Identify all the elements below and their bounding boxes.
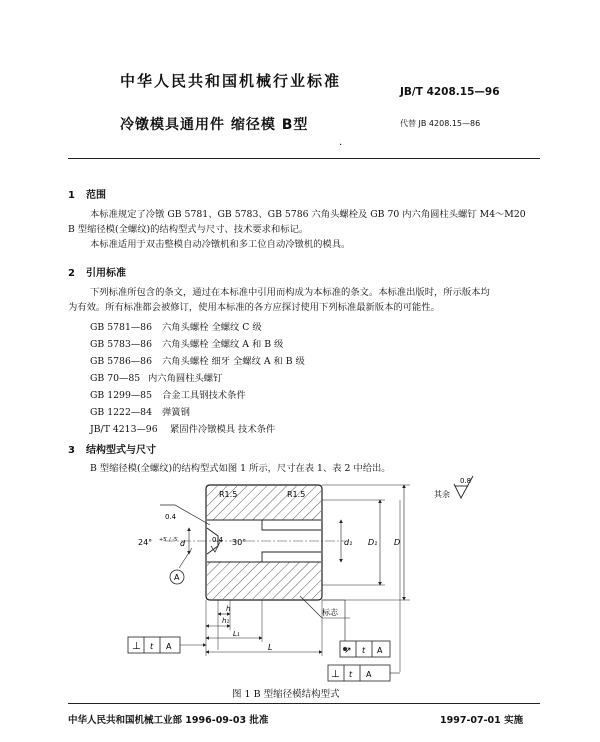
section-1-para-1-line-2: B 型缩径模(全螺纹)的结构型式与尺寸、技术要求和标记。 (68, 224, 309, 235)
section-1-para-1-line-1: 本标准规定了冷镦 GB 5781、GB 5783、GB 5786 六角头螺栓及 GB 70 内六角圆柱头螺钉 M4～M20 (90, 209, 526, 220)
section-1-number: 1 (68, 190, 75, 201)
svg-text:t: t (150, 642, 154, 651)
reference-item: GB 70—85 内六角圆柱头螺钉 (90, 373, 223, 384)
mark-label: 标志 (322, 608, 338, 617)
replaces-note: 代替 JB 4208.15—86 (400, 119, 481, 128)
hatch-bottom (207, 562, 321, 599)
reference-item: GB 5783—86 六角头螺栓 全螺纹 A 和 B 级 (90, 339, 284, 350)
datum-a-label: A (174, 573, 180, 582)
dim-D-label: D (394, 538, 401, 547)
roughness-value: 0.8 (460, 477, 472, 485)
dim-h1-label: h₁ (222, 617, 230, 625)
section-3-para: B 型缩径模(全螺纹)的结构型式如图 1 所示，尺寸在表 1、表 2 中给出。 (90, 463, 391, 474)
svg-text:A: A (377, 646, 383, 655)
section-2-para-line-2: 为有效。所有标准都会被修订，使用本标准的各方应探讨使用下列标准最新版本的可能性。 (68, 302, 440, 313)
header-divider (68, 158, 540, 159)
radius-left-label: R1.5 (219, 490, 238, 499)
svg-text:t: t (362, 646, 366, 655)
dim-D1-label: D₁ (368, 538, 378, 547)
reference-item: GB 5781—86 六角头螺栓 全螺纹 C 级 (90, 322, 262, 333)
reference-item: JB/T 4213—96 紧固件冷镦模具 技术条件 (90, 424, 276, 435)
section-3-heading (68, 441, 156, 456)
angle-24-tolerance: +5′ / -5′ (159, 537, 179, 543)
dim-L1-label: L₁ (233, 630, 240, 638)
section-1-para-2: 本标准适用于双击整模自动冷镦机和多工位自动冷镦机的模具。 (90, 239, 351, 250)
reference-item: GB 1299—85 合金工具钢技术条件 (90, 390, 246, 401)
svg-text:↗: ↗ (344, 646, 352, 656)
reference-item: GB 1222—84 弹簧钢 (90, 407, 190, 418)
footer-issuer: 中华人民共和国机械工业部 1996-09-03 批准 (68, 715, 269, 726)
footer-implement-date: 1997-07-01 实施 (440, 715, 524, 726)
section-1-heading (68, 186, 106, 201)
section-3-title: 结构型式与尺寸 (86, 445, 156, 456)
dim-d-label: d (180, 539, 186, 548)
svg-text:⊥: ⊥ (331, 669, 340, 680)
datum-leader (179, 548, 192, 568)
document-title: 冷镦模具通用件 缩径模 B型 (120, 117, 309, 133)
dim-d1-label: d₁ (344, 538, 353, 547)
header-mark: · (339, 140, 343, 151)
figure-caption: 图 1 B 型缩径模结构型式 (232, 689, 340, 700)
roughness-small-label: 0.4 (212, 536, 224, 544)
angle-top-label: 0.4 (165, 513, 177, 521)
svg-text:A: A (166, 642, 172, 651)
footer-divider (68, 703, 540, 704)
document-number: JB/T 4208.15—96 (400, 86, 500, 98)
section-2-number: 2 (68, 268, 75, 279)
standard-type: 中华人民共和国机械行业标准 (120, 72, 342, 90)
section-1-title: 范围 (86, 190, 106, 201)
section-2-heading (68, 264, 126, 279)
svg-text:⊥: ⊥ (132, 641, 141, 652)
section-2-para-line-1: 下列标准所包含的条文，通过在本标准中引用而构成为本标准的条文。本标准出版时，所示版本均 (90, 287, 490, 298)
angle-30-label: 30° (232, 538, 247, 547)
angle-24-label: 24° (138, 538, 153, 547)
dim-h-label: h (226, 605, 231, 613)
svg-text:A: A (366, 670, 372, 679)
mark-leader (300, 596, 322, 618)
reference-item: GB 5786—86 六角头螺栓 细牙 全螺纹 A 和 B 级 (90, 356, 305, 367)
section-2-title: 引用标准 (86, 268, 126, 279)
section-3-number: 3 (68, 445, 75, 456)
rest-label: 其余 (434, 490, 450, 499)
fcf-perpendicularity-left (128, 637, 206, 653)
radius-right-label: R1.5 (287, 490, 306, 499)
svg-text:t: t (349, 670, 353, 679)
dim-L-label: L (268, 643, 273, 652)
die-drawing (0, 470, 600, 685)
